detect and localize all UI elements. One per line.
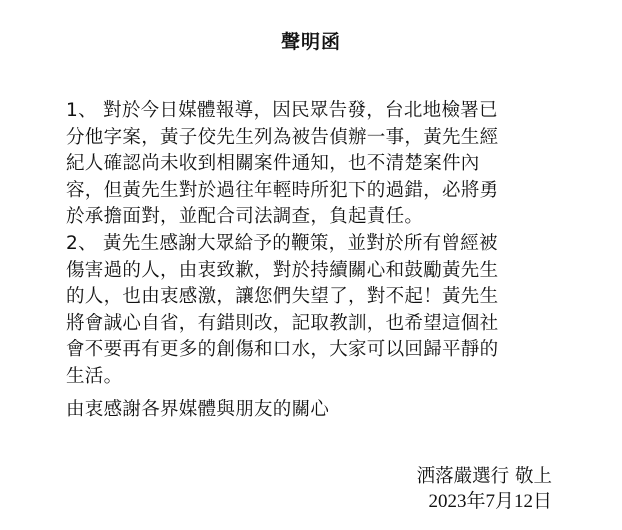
document-title: 聲明函 bbox=[280, 31, 341, 53]
statement-body bbox=[66, 98, 562, 391]
paragraph-2-line: 的人，也由衷感激，讓您們失望了，對不起！黃先生 bbox=[66, 286, 499, 308]
paragraph-1-line: 紀人確認尚未收到相關案件通知，也不清楚案件內 bbox=[66, 153, 480, 175]
paragraph-1-line: 容，但黃先生對於過往年輕時所犯下的過錯，必將勇 bbox=[66, 179, 499, 201]
statement-date: 2023年7月12日 bbox=[428, 491, 552, 512]
paragraph-1 bbox=[66, 98, 562, 231]
paragraph-2-line: 將會誠心自省，有錯則改，記取教訓，也希望這個社 bbox=[66, 312, 499, 334]
paragraph-2-line: 傷害過的人，由衷致歉，對於持續關心和鼓勵黃先生 bbox=[66, 259, 499, 281]
paragraph-2-line: 2、 黃先生感謝大眾給予的鞭策，並對於所有曾經被 bbox=[66, 232, 498, 254]
paragraph-2 bbox=[66, 231, 562, 391]
paragraph-1-line: 1、 對於今日媒體報導，因民眾告發，台北地檢署已 bbox=[66, 100, 498, 121]
paragraph-1-line: 於承擔面對，並配合司法調查，負起責任。 bbox=[66, 206, 424, 228]
paragraph-2-line: 生活。 bbox=[66, 365, 123, 387]
thanks-line: 由衷感謝各界媒體與朋友的關心 bbox=[66, 399, 330, 420]
signature: 洒落嚴選行 敬上 bbox=[416, 466, 552, 487]
paragraph-2-line: 會不要再有更多的創傷和口水，大家可以回歸平靜的 bbox=[66, 339, 499, 361]
paragraph-1-line: 分他字案，黃子佼先生列為被告偵辦一事，黃先生經 bbox=[66, 126, 499, 148]
